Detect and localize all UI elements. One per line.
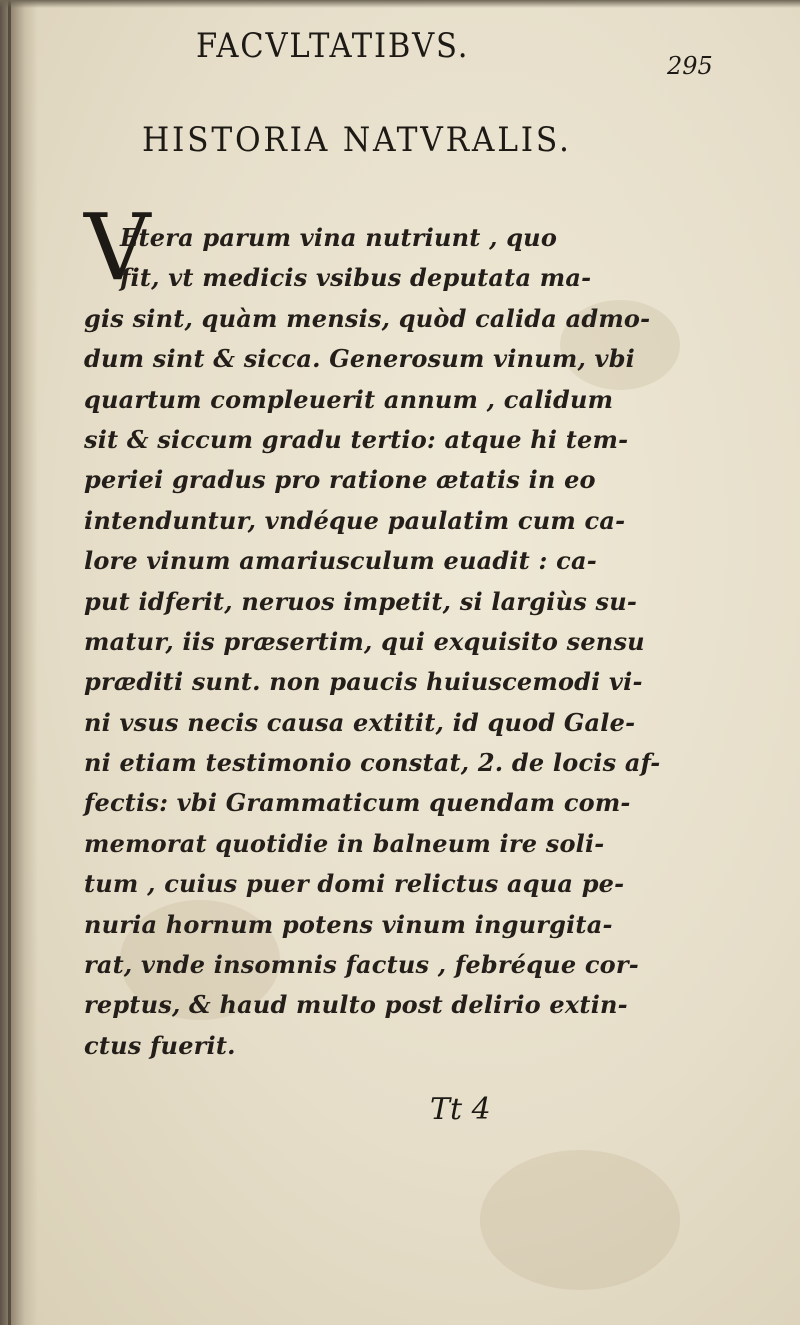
- text-line: ctus fuerit.: [84, 1030, 236, 1060]
- text-line: Etera parum vina nutriunt , quo: [120, 223, 558, 252]
- text-line: ni vsus necis causa extitit, id quod Gale-: [84, 707, 636, 737]
- text-line: sit & siccum gradu tertio: atque hi tem-: [84, 424, 629, 454]
- text-line: dum sint & sicca. Generosum vinum, vbi: [84, 344, 635, 374]
- drop-cap: V: [84, 194, 151, 301]
- text-line: præditi sunt. non paucis huiuscemodi vi-: [84, 667, 643, 697]
- text-line: quartum compleuerit annum , calidum: [84, 384, 614, 414]
- paper-stain: [480, 1150, 680, 1290]
- catchword: Tt 4: [430, 1092, 491, 1127]
- page-top-edge: [0, 0, 800, 8]
- page-number: 295: [667, 52, 713, 80]
- text-line: periei gradus pro ratione ætatis in eo: [84, 465, 596, 495]
- text-line: rat, vnde insomnis factus , febréque cor-: [84, 950, 639, 980]
- binding-gutter: [0, 0, 38, 1325]
- text-line: memorat quotidie in balneum ire soli-: [84, 828, 605, 858]
- text-line: fectis: vbi Grammaticum quendam com-: [84, 788, 631, 818]
- text-line: intenduntur, vndéque paulatim cum ca-: [84, 505, 626, 535]
- text-line: ni etiam testimonio constat, 2. de locis af-: [84, 748, 661, 778]
- running-head: FACVLTATIBVS.: [196, 26, 470, 66]
- body-text: [84, 218, 724, 1066]
- binding-edge: [8, 0, 11, 1325]
- text-line: lore vinum amariusculum euadit : ca-: [84, 546, 597, 576]
- text-line: reptus, & haud multo post delirio extin-: [84, 990, 628, 1020]
- text-line: put idferit, neruos impetit, si largiùs su-: [84, 586, 638, 616]
- text-line: tum , cuius puer domi relictus aqua pe-: [84, 869, 625, 899]
- section-title: HISTORIA NATVRALIS.: [142, 120, 572, 160]
- text-line: fit, vt medicis vsibus deputata ma-: [120, 263, 592, 293]
- text-line: nuria hornum potens vinum ingurgita-: [84, 909, 613, 939]
- text-line: gis sint, quàm mensis, quòd calida admo-: [84, 303, 651, 333]
- text-line: matur, iis præsertim, qui exquisito sensu: [84, 626, 645, 656]
